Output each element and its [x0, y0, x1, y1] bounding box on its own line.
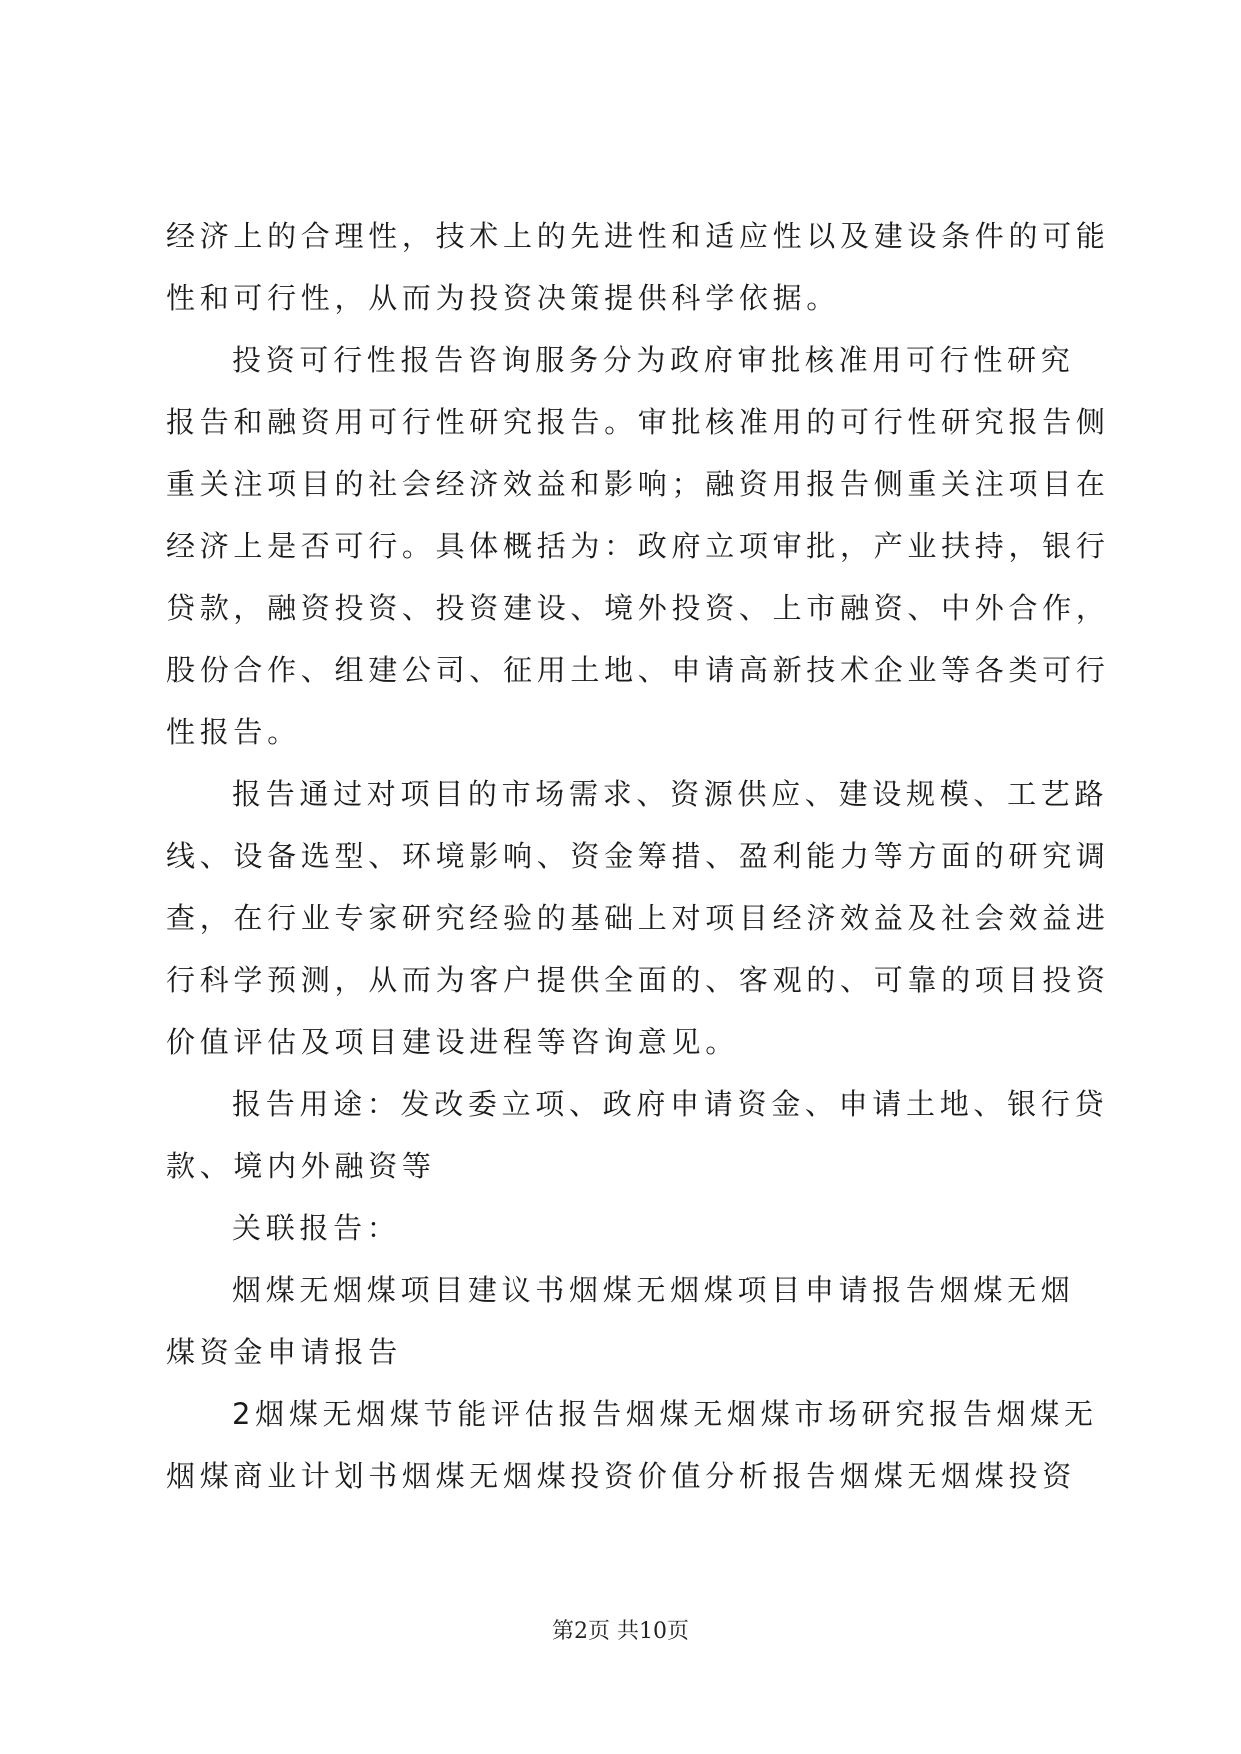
- text-line: 股份合作、组建公司、征用土地、申请高新技术企业等各类可行: [166, 653, 1110, 687]
- text-line: 查，在行业专家研究经验的基础上对项目经济效益及社会效益进: [166, 901, 1110, 935]
- text-line: 报告用途：发改委立项、政府申请资金、申请土地、银行贷: [232, 1087, 1109, 1121]
- text-line: 2烟煤无烟煤节能评估报告烟煤无烟煤市场研究报告烟煤无: [232, 1397, 1098, 1431]
- text-line: 煤资金申请报告: [166, 1335, 402, 1369]
- text-line: 烟煤商业计划书烟煤无烟煤投资价值分析报告烟煤无烟煤投资: [166, 1459, 1076, 1493]
- text-line: 报告通过对项目的市场需求、资源供应、建设规模、工艺路: [232, 777, 1109, 811]
- text-line: 款、境内外融资等: [166, 1149, 436, 1183]
- body-text: [166, 205, 1110, 1507]
- text-line: 重关注项目的社会经济效益和影响；融资用报告侧重关注项目在: [166, 467, 1110, 501]
- text-line: 线、设备选型、环境影响、资金筹措、盈利能力等方面的研究调: [166, 839, 1110, 873]
- page-footer: [0, 1614, 1241, 1645]
- text-line: 关联报告：: [232, 1211, 401, 1245]
- text-line: 投资可行性报告咨询服务分为政府审批核准用可行性研究: [232, 343, 1075, 377]
- text-line: 贷款，融资投资、投资建设、境外投资、上市融资、中外合作，: [166, 591, 1110, 625]
- text-line: 报告和融资用可行性研究报告。审批核准用的可行性研究报告侧: [166, 405, 1110, 439]
- text-line: 烟煤无烟煤项目建议书烟煤无烟煤项目申请报告烟煤无烟: [232, 1273, 1075, 1307]
- text-line: 性报告。: [166, 715, 301, 749]
- page-number-label: 第2页 共10页: [552, 1619, 689, 1644]
- text-line: 价值评估及项目建设进程等咨询意见。: [166, 1025, 739, 1059]
- text-line: 性和可行性，从而为投资决策提供科学依据。: [166, 281, 841, 315]
- text-line: 经济上的合理性，技术上的先进性和适应性以及建设条件的可能: [166, 219, 1110, 253]
- text-line: 行科学预测，从而为客户提供全面的、客观的、可靠的项目投资: [166, 963, 1110, 997]
- text-line: 经济上是否可行。具体概括为：政府立项审批，产业扶持，银行: [166, 529, 1110, 563]
